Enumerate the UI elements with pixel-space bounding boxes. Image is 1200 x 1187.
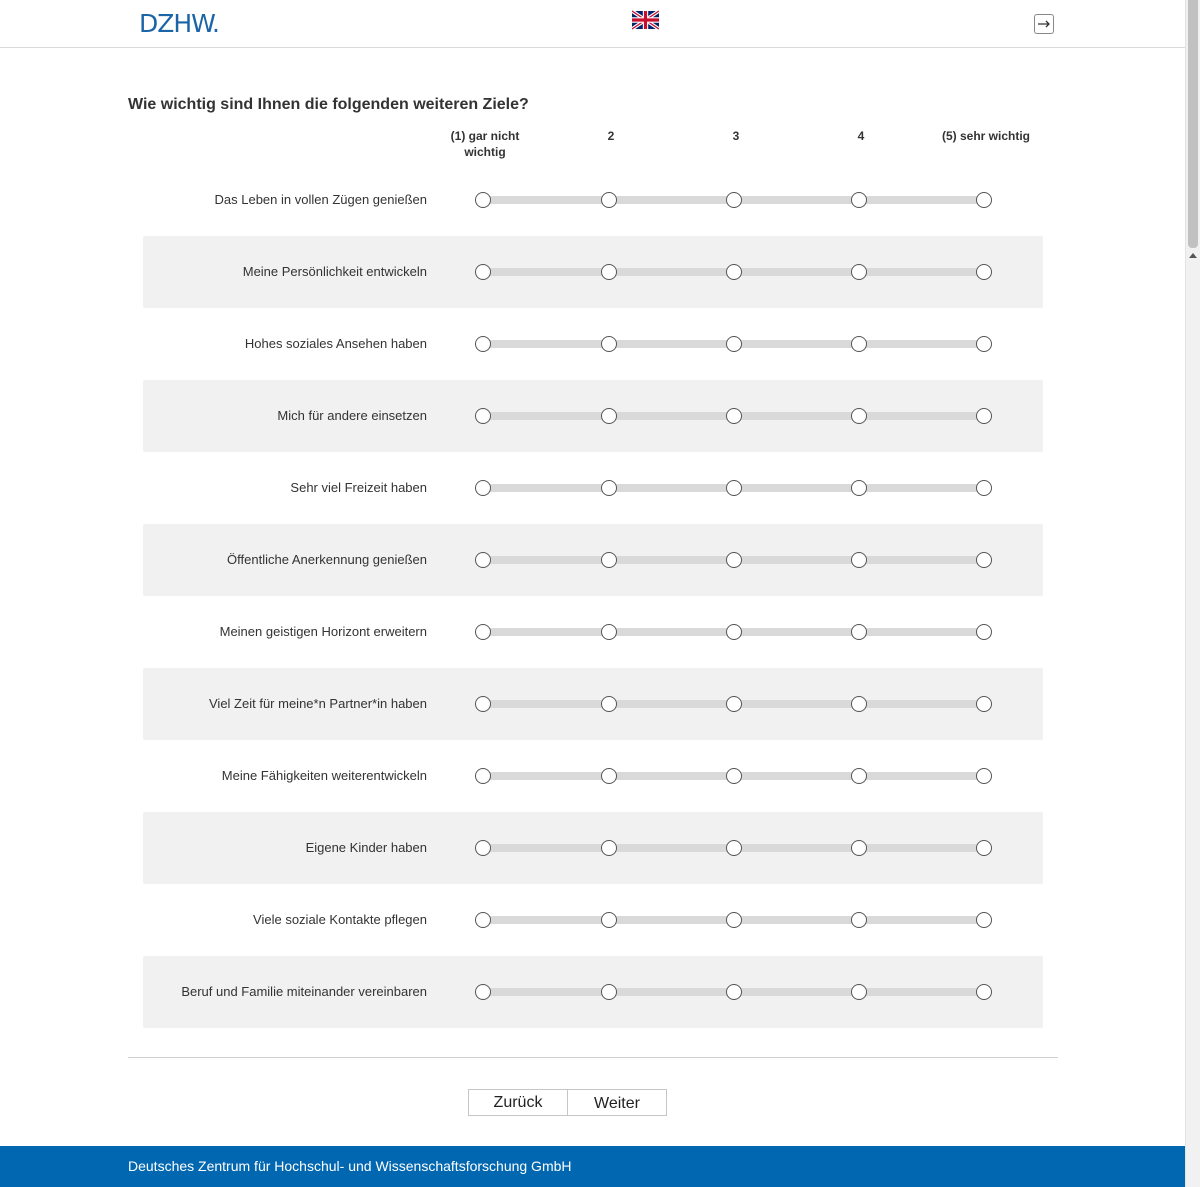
- radio-option-3[interactable]: [726, 984, 742, 1000]
- radio-option-1[interactable]: [475, 264, 491, 280]
- uk-flag-icon[interactable]: [632, 10, 659, 30]
- scrollbar-thumb[interactable]: [1188, 0, 1198, 248]
- scale-label-5: (5) sehr wichtig: [941, 129, 1030, 143]
- radio-option-1[interactable]: [475, 696, 491, 712]
- row-label: Beruf und Familie miteinander vereinbaren: [181, 984, 427, 999]
- radio-option-4[interactable]: [851, 192, 867, 208]
- question-row: [143, 164, 1043, 236]
- radio-option-3[interactable]: [726, 912, 742, 928]
- radio-option-1[interactable]: [475, 192, 491, 208]
- radio-option-1[interactable]: [475, 552, 491, 568]
- radio-option-2[interactable]: [601, 624, 617, 640]
- radio-option-4[interactable]: [851, 336, 867, 352]
- row-label: Hohes soziales Ansehen haben: [244, 336, 427, 351]
- divider: [128, 1057, 1058, 1058]
- radio-option-3[interactable]: [726, 768, 742, 784]
- next-button[interactable]: Weiter: [567, 1089, 667, 1116]
- scale-label-3: 3: [732, 129, 740, 143]
- row-label: Mich für andere einsetzen: [277, 408, 427, 423]
- row-label: Viele soziale Kontakte pflegen: [253, 912, 427, 927]
- radio-option-4[interactable]: [851, 408, 867, 424]
- radio-option-3[interactable]: [726, 192, 742, 208]
- radio-option-3[interactable]: [726, 480, 742, 496]
- radio-option-1[interactable]: [475, 840, 491, 856]
- radio-option-4[interactable]: [851, 624, 867, 640]
- row-label: Meine Fähigkeiten weiterentwickeln: [221, 768, 427, 783]
- radio-option-3[interactable]: [726, 840, 742, 856]
- radio-option-2[interactable]: [601, 264, 617, 280]
- radio-option-5[interactable]: [976, 480, 992, 496]
- radio-option-1[interactable]: [475, 984, 491, 1000]
- radio-option-3[interactable]: [726, 552, 742, 568]
- scale-label-4: 4: [857, 129, 865, 143]
- radio-option-5[interactable]: [976, 840, 992, 856]
- scroll-arrow-icon[interactable]: [1189, 253, 1197, 258]
- question-row: [143, 740, 1043, 812]
- radio-option-2[interactable]: [601, 768, 617, 784]
- radio-option-2[interactable]: [601, 192, 617, 208]
- radio-option-5[interactable]: [976, 408, 992, 424]
- radio-option-3[interactable]: [726, 624, 742, 640]
- radio-option-3[interactable]: [726, 696, 742, 712]
- radio-option-4[interactable]: [851, 840, 867, 856]
- question-row: [143, 956, 1043, 1028]
- row-label: Eigene Kinder haben: [305, 840, 427, 855]
- row-label: Meine Persönlichkeit entwickeln: [242, 264, 427, 279]
- radio-option-1[interactable]: [475, 768, 491, 784]
- radio-option-1[interactable]: [475, 480, 491, 496]
- question-row: [143, 812, 1043, 884]
- radio-option-4[interactable]: [851, 984, 867, 1000]
- dzhw-logo: DZHW.: [139, 9, 219, 38]
- radio-option-2[interactable]: [601, 552, 617, 568]
- radio-option-5[interactable]: [976, 768, 992, 784]
- radio-option-2[interactable]: [601, 696, 617, 712]
- radio-option-4[interactable]: [851, 696, 867, 712]
- radio-option-2[interactable]: [601, 984, 617, 1000]
- radio-option-2[interactable]: [601, 336, 617, 352]
- question-row: [143, 236, 1043, 308]
- scrollbar[interactable]: [1185, 0, 1200, 1187]
- radio-option-5[interactable]: [976, 552, 992, 568]
- radio-option-2[interactable]: [601, 912, 617, 928]
- question-text: Wie wichtig sind Ihnen die folgenden weiteren Ziele?: [128, 96, 529, 113]
- row-label: Öffentliche Anerkennung genießen: [227, 552, 427, 567]
- radio-option-5[interactable]: [976, 264, 992, 280]
- radio-option-1[interactable]: [475, 408, 491, 424]
- radio-option-1[interactable]: [475, 912, 491, 928]
- scale-label-2: 2: [607, 129, 615, 143]
- radio-option-3[interactable]: [726, 264, 742, 280]
- radio-option-4[interactable]: [851, 768, 867, 784]
- question-row: [143, 596, 1043, 668]
- radio-option-5[interactable]: [976, 912, 992, 928]
- question-row: [143, 452, 1043, 524]
- radio-option-5[interactable]: [976, 624, 992, 640]
- question-row: [143, 308, 1043, 380]
- radio-option-5[interactable]: [976, 192, 992, 208]
- logout-button[interactable]: [1034, 14, 1054, 34]
- row-label: Sehr viel Freizeit haben: [290, 480, 427, 495]
- question-row: [143, 668, 1043, 740]
- question-row: [143, 884, 1043, 956]
- radio-option-5[interactable]: [976, 984, 992, 1000]
- radio-option-2[interactable]: [601, 408, 617, 424]
- radio-option-4[interactable]: [851, 552, 867, 568]
- radio-option-1[interactable]: [475, 624, 491, 640]
- radio-option-3[interactable]: [726, 336, 742, 352]
- logout-icon: [1036, 16, 1052, 32]
- radio-option-2[interactable]: [601, 480, 617, 496]
- header: [0, 0, 1185, 48]
- row-label: Viel Zeit für meine*n Partner*in haben: [209, 696, 427, 711]
- row-label: Meinen geistigen Horizont erweitern: [219, 624, 427, 639]
- question-row: [143, 524, 1043, 596]
- radio-option-5[interactable]: [976, 696, 992, 712]
- radio-option-3[interactable]: [726, 408, 742, 424]
- scale-label-1: (1) gar nicht wichtig: [450, 129, 520, 159]
- radio-option-4[interactable]: [851, 480, 867, 496]
- radio-option-2[interactable]: [601, 840, 617, 856]
- back-button[interactable]: Zurück: [468, 1089, 568, 1116]
- footer: [0, 1146, 1185, 1187]
- row-label: Das Leben in vollen Zügen genießen: [214, 192, 427, 207]
- radio-option-5[interactable]: [976, 336, 992, 352]
- radio-option-1[interactable]: [475, 336, 491, 352]
- radio-option-4[interactable]: [851, 912, 867, 928]
- footer-text: Deutsches Zentrum für Hochschul- und Wissenschaftsforschung GmbH: [128, 1158, 572, 1174]
- question-row: [143, 380, 1043, 452]
- radio-option-4[interactable]: [851, 264, 867, 280]
